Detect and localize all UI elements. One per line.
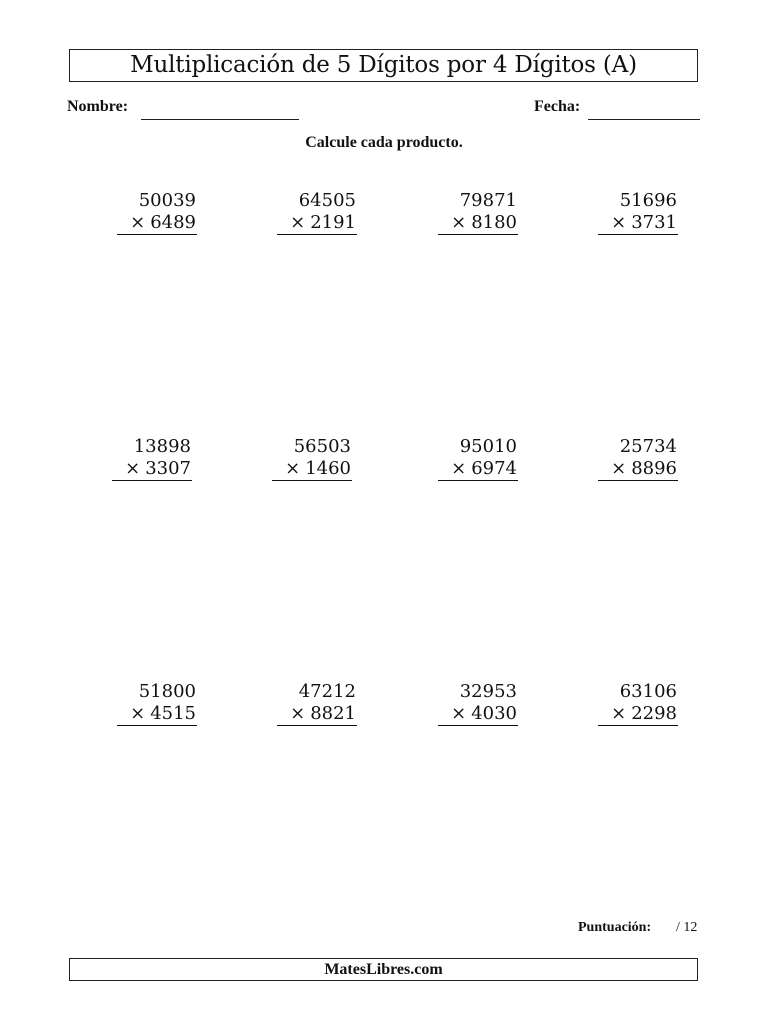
times-icon: × [451, 458, 467, 479]
multiplicand: 56503 [293, 436, 351, 457]
date-answer-line[interactable] [588, 119, 700, 120]
multiplier-row [277, 212, 357, 235]
footer-site: MatesLibres.com [69, 958, 698, 981]
multiplier: 2298 [631, 703, 677, 724]
multiplicand: 95010 [459, 436, 517, 457]
multiplier: 2191 [310, 212, 356, 233]
problem-7 [438, 435, 518, 481]
multiplier-row [277, 703, 357, 726]
multiplicand: 64505 [298, 190, 356, 211]
problem-10 [277, 680, 357, 726]
date-label: Fecha: [534, 98, 581, 115]
page-title: Multiplicación de 5 Dígitos por 4 Dígitos (A) [69, 49, 698, 82]
times-icon: × [130, 703, 146, 724]
problem-1 [117, 189, 197, 235]
problem-8 [598, 435, 678, 481]
name-answer-line[interactable] [141, 119, 299, 120]
problem-12 [598, 680, 678, 726]
times-icon: × [451, 703, 467, 724]
problem-3 [438, 189, 518, 235]
times-icon: × [451, 212, 467, 233]
multiplicand: 13898 [133, 436, 191, 457]
name-label: Nombre: [67, 98, 129, 115]
multiplier-row [117, 212, 197, 235]
score-label: Puntuación: [578, 920, 652, 935]
times-icon: × [125, 458, 141, 479]
multiplier: 4030 [471, 703, 517, 724]
multiplier-row [438, 212, 518, 235]
problem-6 [272, 435, 352, 481]
multiplier: 6489 [150, 212, 196, 233]
multiplicand: 79871 [459, 190, 517, 211]
multiplier: 8180 [471, 212, 517, 233]
multiplier-row [438, 458, 518, 481]
problem-5 [112, 435, 192, 481]
times-icon: × [290, 212, 306, 233]
multiplicand: 51696 [619, 190, 677, 211]
problem-9 [117, 680, 197, 726]
multiplier-row [117, 703, 197, 726]
multiplicand: 51800 [138, 681, 196, 702]
problem-2 [277, 189, 357, 235]
times-icon: × [611, 212, 627, 233]
times-icon: × [285, 458, 301, 479]
multiplicand: 32953 [459, 681, 517, 702]
multiplier-row [598, 703, 678, 726]
problem-11 [438, 680, 518, 726]
multiplier-row [112, 458, 192, 481]
times-icon: × [130, 212, 146, 233]
times-icon: × [611, 703, 627, 724]
multiplicand: 50039 [138, 190, 196, 211]
times-icon: × [611, 458, 627, 479]
multiplier: 8821 [310, 703, 356, 724]
multiplier-row [272, 458, 352, 481]
multiplier: 1460 [305, 458, 351, 479]
multiplicand: 25734 [619, 436, 677, 457]
multiplier-row [598, 458, 678, 481]
score-total: / 12 [676, 920, 698, 935]
multiplier: 4515 [150, 703, 196, 724]
multiplier: 3307 [145, 458, 191, 479]
multiplier: 6974 [471, 458, 517, 479]
multiplicand: 47212 [298, 681, 356, 702]
multiplicand: 63106 [619, 681, 677, 702]
multiplier: 3731 [631, 212, 677, 233]
problem-4 [598, 189, 678, 235]
instructions: Calcule cada producto. [305, 134, 463, 151]
multiplier-row [438, 703, 518, 726]
times-icon: × [290, 703, 306, 724]
multiplier-row [598, 212, 678, 235]
multiplier: 8896 [631, 458, 677, 479]
